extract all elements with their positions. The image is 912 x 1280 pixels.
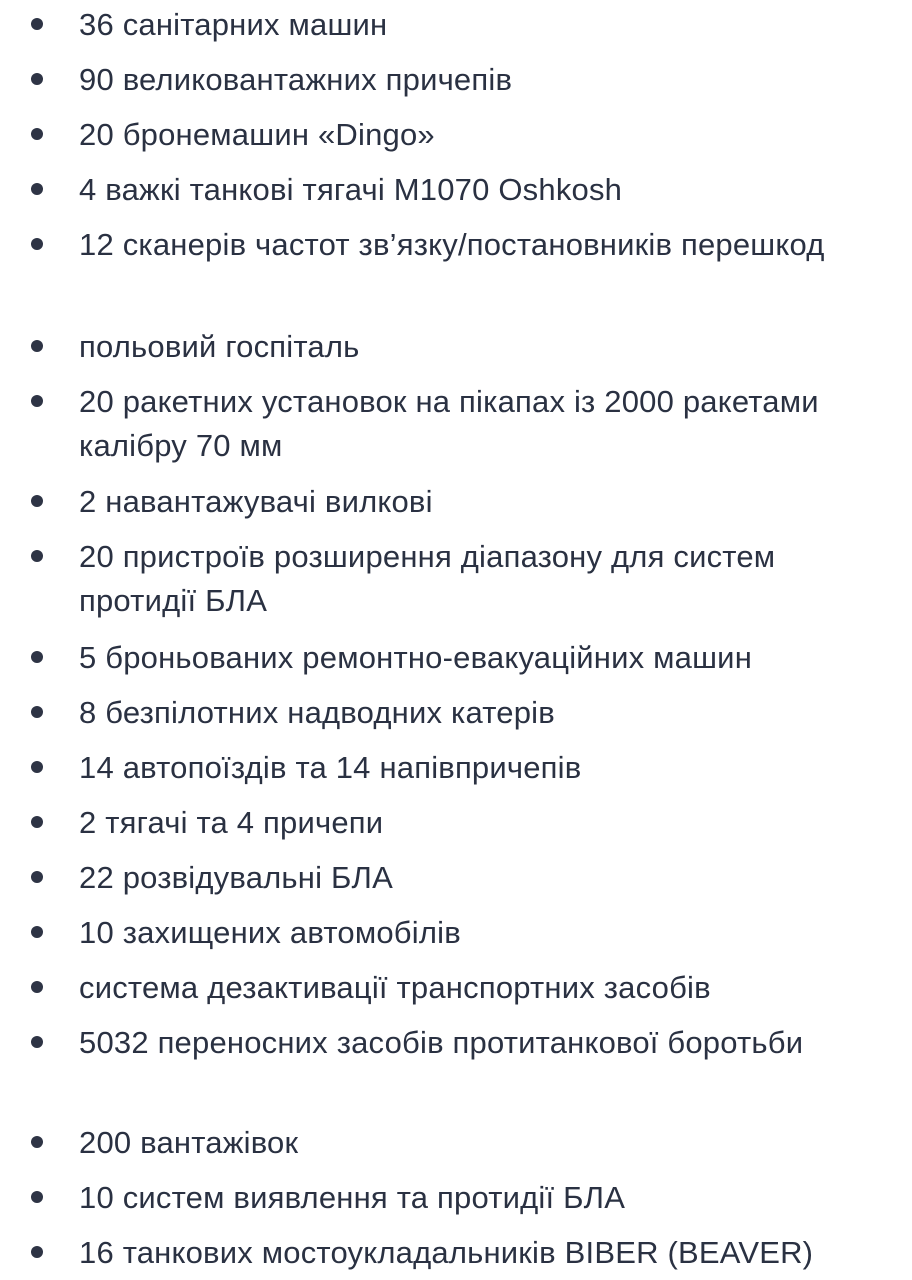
bullet-icon xyxy=(31,706,43,718)
bullet-icon xyxy=(31,871,43,883)
list-item-text: 90 великовантажних причепів xyxy=(79,62,513,97)
bullet-icon xyxy=(31,651,43,663)
bullet-icon xyxy=(31,1191,43,1203)
list-item-text: 22 розвідувальні БЛА xyxy=(79,860,393,895)
bullet-icon xyxy=(31,981,43,993)
bullet-icon xyxy=(31,128,43,140)
list-item-text: польовий госпіталь xyxy=(79,329,360,364)
bullet-icon xyxy=(31,761,43,773)
list-item-text: 8 безпілотних надводних катерів xyxy=(79,695,555,730)
bullet-icon xyxy=(31,926,43,938)
list-item-text: 14 автопоїздів та 14 напівпричепів xyxy=(79,750,582,785)
bullet-icon xyxy=(31,238,43,250)
list-item-text: 2 тягачі та 4 причепи xyxy=(79,805,384,840)
list-item-text: 10 захищених автомобілів xyxy=(79,915,461,950)
list-item-text: 5 броньованих ремонтно-евакуаційних машин xyxy=(79,640,753,675)
bullet-icon xyxy=(31,340,43,352)
list-item-text: 16 танкових мостоукладальників BIBER (BEAVER) xyxy=(79,1235,814,1270)
bullet-icon xyxy=(31,816,43,828)
list-item-text: система дезактивації транспортних засобів xyxy=(79,970,711,1005)
list-item-text: 10 систем виявлення та протидії БЛА xyxy=(79,1180,626,1215)
bullet-icon xyxy=(31,1136,43,1148)
bullet-icon xyxy=(31,183,43,195)
list-item-text: 20 пристроїв розширення діапазону для систем протидії БЛА xyxy=(79,539,776,618)
list-item-text: 5032 переносних засобів протитанкової боротьби xyxy=(79,1025,804,1060)
bullet-icon xyxy=(31,395,43,407)
list-item-text: 20 бронемашин «Dingo» xyxy=(79,117,435,152)
list-item-text: 20 ракетних установок на пікапах із 2000 ракетами калібру 70 мм xyxy=(79,384,819,463)
bullet-icon xyxy=(31,1246,43,1258)
list-item-text: 12 сканерів частот зв’язку/постановників перешкод xyxy=(79,227,825,262)
list-item-text: 36 санітарних машин xyxy=(79,7,388,42)
list-item-text: 2 навантажувачі вилкові xyxy=(79,484,433,519)
bullet-icon xyxy=(31,73,43,85)
list-item-text: 200 вантажівок xyxy=(79,1125,299,1160)
list-item-text: 4 важкі танкові тягачі M1070 Oshkosh xyxy=(79,172,623,207)
bullet-icon xyxy=(31,495,43,507)
bullet-icon xyxy=(31,1036,43,1048)
bullet-icon xyxy=(31,550,43,562)
bullet-icon xyxy=(31,18,43,30)
